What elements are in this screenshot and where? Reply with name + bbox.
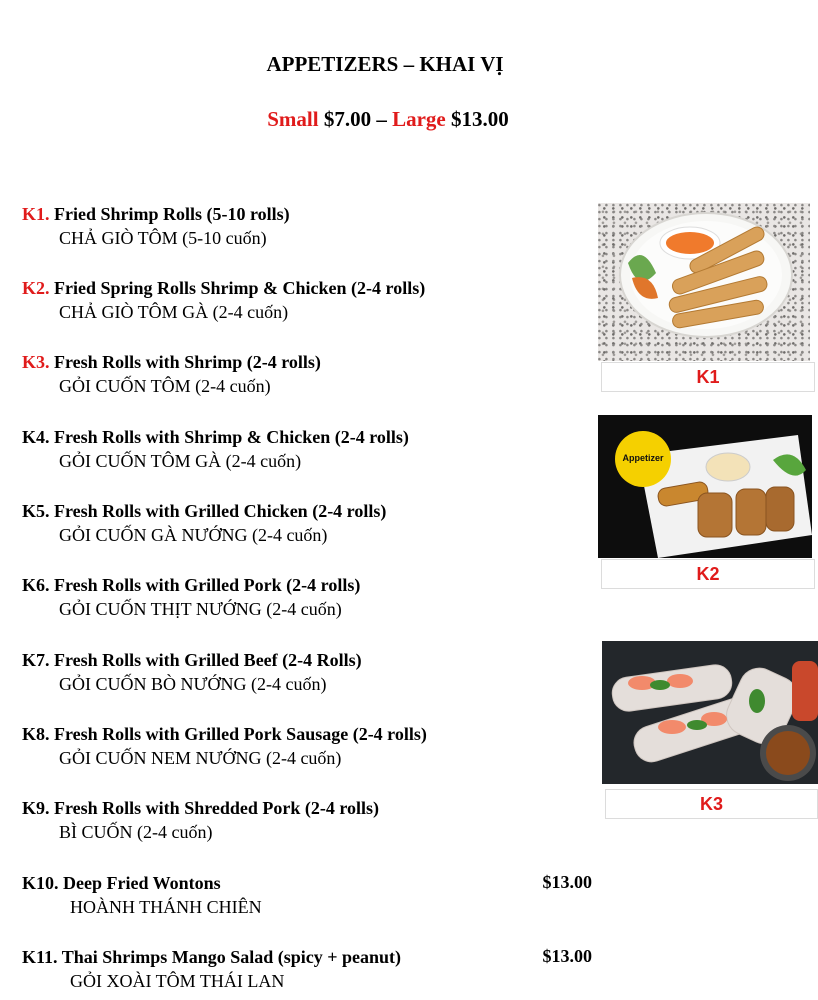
menu-item-k11 — [22, 946, 592, 992]
menu-item-k4 — [22, 426, 592, 472]
item-vietnamese: CHẢ GIÒ TÔM GÀ (2-4 cuốn) — [59, 302, 289, 322]
food-photo-k1 — [598, 203, 810, 361]
menu-item-k8 — [22, 723, 592, 769]
appetizer-sign-text: Appetizer — [622, 453, 664, 463]
size-price-line — [0, 107, 776, 132]
photo-caption-k3: K3 — [605, 789, 818, 819]
menu-item-k6 — [22, 574, 592, 620]
item-vietnamese: GỎI CUỐN GÀ NƯỚNG (2-4 cuốn) — [59, 525, 328, 545]
page-title: APPETIZERS – KHAI VỊ — [266, 52, 504, 76]
item-name: Fresh Rolls with Grilled Pork (2-4 rolls) — [54, 575, 361, 595]
item-name: Fresh Rolls with Grilled Pork Sausage (2-4 rolls) — [54, 724, 427, 744]
item-code: K5. — [22, 501, 50, 521]
item-code: K9. — [22, 798, 50, 818]
fried-rolls-plate-illustration — [598, 203, 810, 361]
item-code: K6. — [22, 575, 50, 595]
menu-item-k3 — [22, 351, 592, 397]
item-name: Thai Shrimps Mango Salad (spicy + peanut) — [61, 947, 402, 967]
menu-item-k10 — [22, 872, 592, 918]
item-vietnamese: GỎI CUỐN TÔM GÀ (2-4 cuốn) — [59, 451, 302, 471]
item-vietnamese: CHẢ GIÒ TÔM (5-10 cuốn) — [59, 228, 267, 248]
item-name: Fresh Rolls with Grilled Beef (2-4 Rolls) — [54, 650, 362, 670]
item-code: K1. — [22, 204, 50, 224]
item-name: Deep Fried Wontons — [63, 873, 221, 893]
item-code: K10. — [22, 873, 59, 893]
menu-item-k9 — [22, 797, 592, 843]
item-code: K8. — [22, 724, 50, 744]
menu-item-k2 — [22, 277, 592, 323]
item-code: K2. — [22, 278, 50, 298]
spring-rolls-plate-illustration — [598, 415, 812, 558]
price-separator: – — [376, 107, 387, 131]
photo-caption-k2: K2 — [601, 559, 815, 589]
item-code: K7. — [22, 650, 50, 670]
item-name: Fresh Rolls with Shrimp & Chicken (2-4 rolls) — [54, 427, 409, 447]
menu-item-k5 — [22, 500, 592, 546]
item-vietnamese: GỎI XOÀI TÔM THÁI LAN — [70, 971, 285, 991]
menu-item-k7 — [22, 649, 592, 695]
large-price: $13.00 — [451, 107, 509, 131]
small-price: $7.00 — [323, 107, 372, 131]
menu-item-k1 — [22, 203, 592, 249]
item-code: K4. — [22, 427, 50, 447]
item-vietnamese: GỎI CUỐN BÒ NƯỚNG (2-4 cuốn) — [59, 674, 327, 694]
large-label: Large — [392, 107, 446, 131]
item-vietnamese: GỎI CUỐN NEM NƯỚNG (2-4 cuốn) — [59, 748, 342, 768]
item-code: K3. — [22, 352, 50, 372]
photo-caption-k1: K1 — [601, 362, 815, 392]
item-name: Fresh Rolls with Shrimp (2-4 rolls) — [54, 352, 321, 372]
item-name: Fried Spring Rolls Shrimp & Chicken (2-4 rolls) — [54, 278, 426, 298]
item-name: Fried Shrimp Rolls (5-10 rolls) — [54, 204, 290, 224]
food-photo-k3 — [602, 641, 818, 784]
item-vietnamese: HOÀNH THÁNH CHIÊN — [70, 897, 262, 917]
item-vietnamese: GỎI CUỐN TÔM (2-4 cuốn) — [59, 376, 271, 396]
item-price: $13.00 — [542, 872, 592, 892]
item-price: $13.00 — [542, 946, 592, 966]
item-vietnamese: GỎI CUỐN THỊT NƯỚNG (2-4 cuốn) — [59, 599, 342, 619]
item-code: K11. — [22, 947, 58, 967]
fresh-rolls-illustration — [602, 641, 818, 784]
small-label: Small — [267, 107, 319, 131]
item-name: Fresh Rolls with Grilled Chicken (2-4 rolls) — [54, 501, 387, 521]
item-vietnamese: BÌ CUỐN (2-4 cuốn) — [59, 822, 213, 842]
item-name: Fresh Rolls with Shredded Pork (2-4 rolls) — [54, 798, 380, 818]
food-photo-k2 — [598, 415, 812, 558]
